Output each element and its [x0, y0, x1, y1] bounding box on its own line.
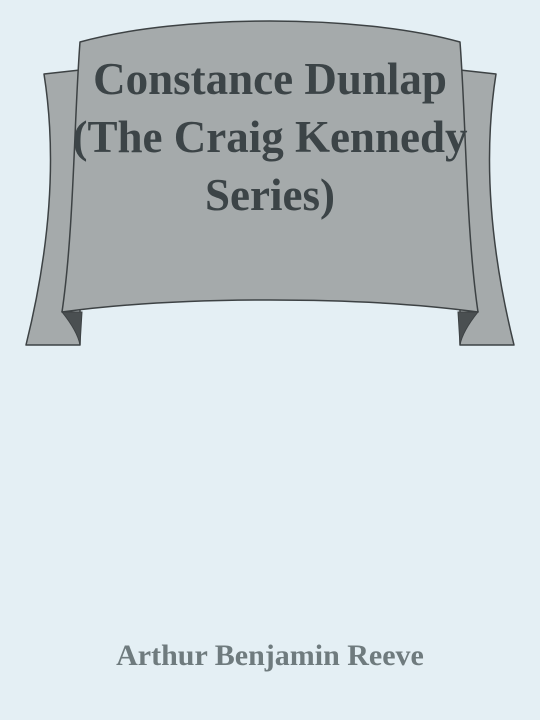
book-title: Constance Dunlap (The Craig Kennedy Series): [72, 54, 468, 220]
book-author: Arthur Benjamin Reeve: [116, 639, 424, 672]
